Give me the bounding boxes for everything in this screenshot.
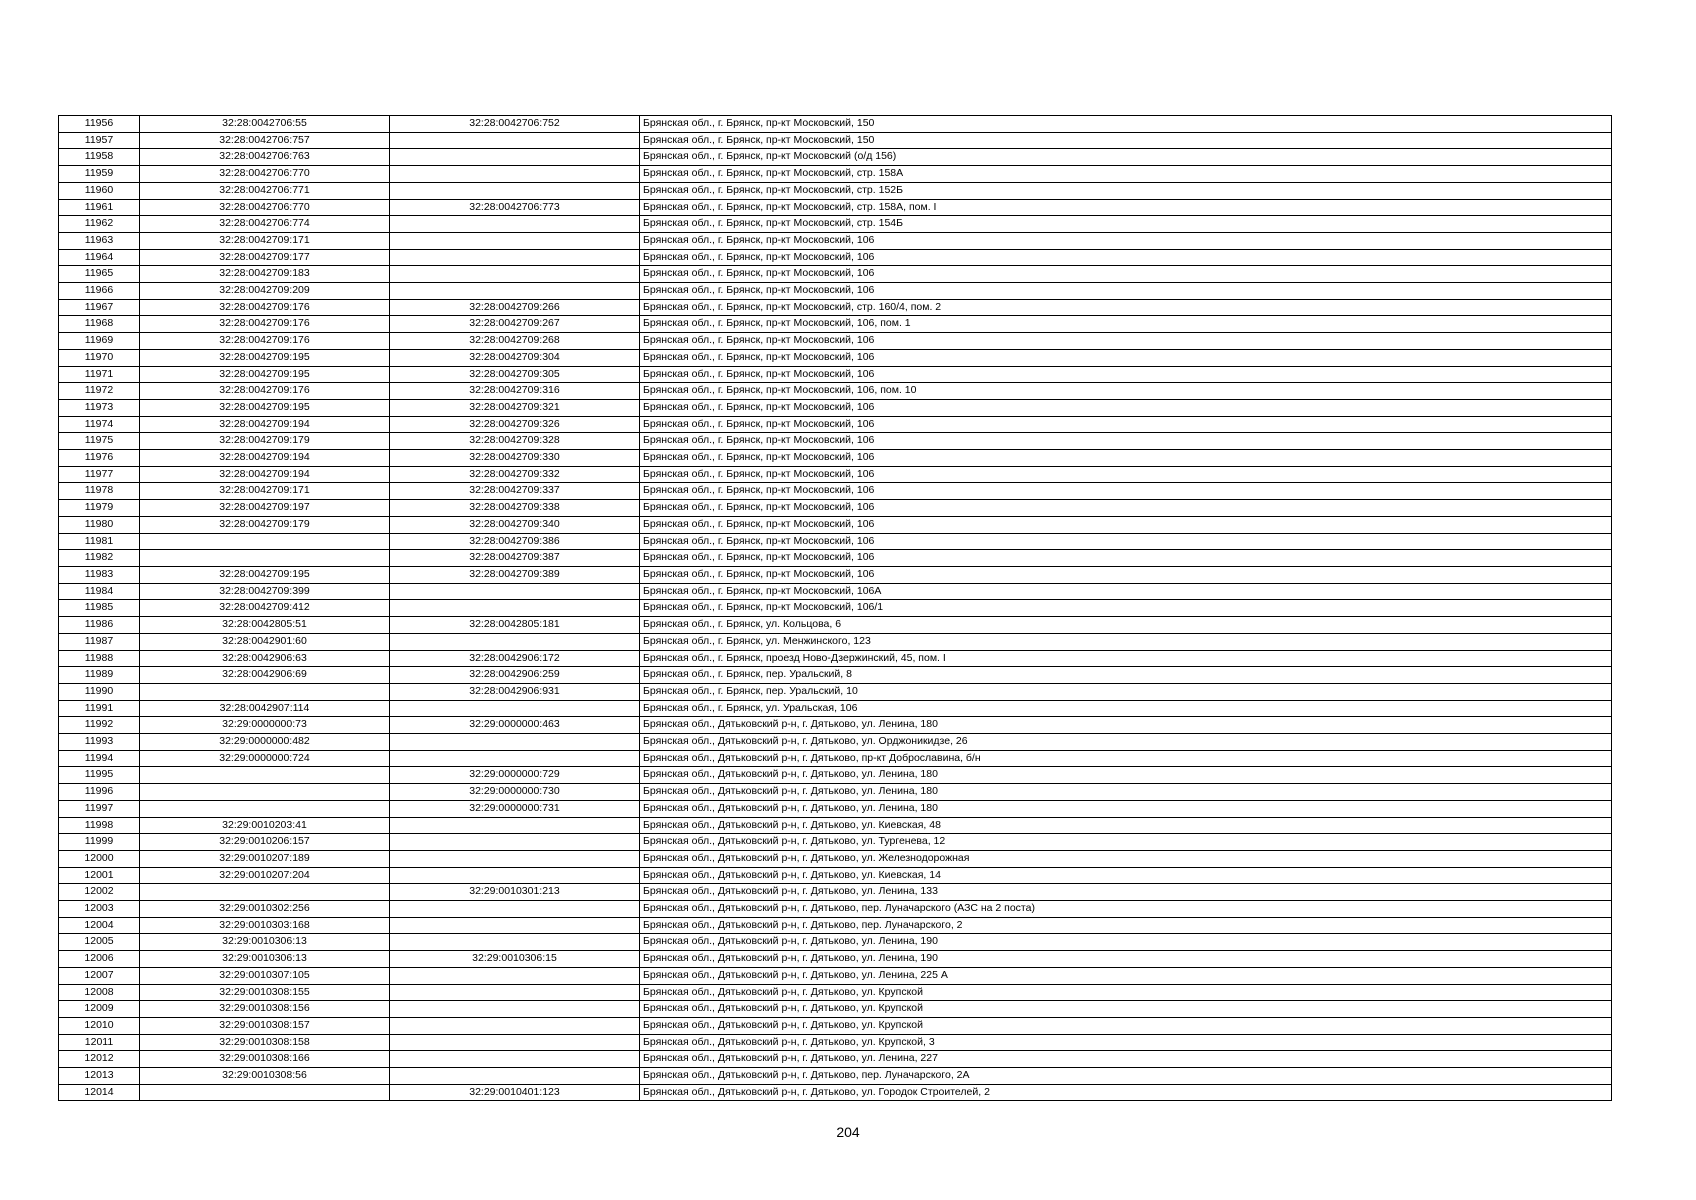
address-cell: Брянская обл., Дятьковский р-н, г. Дятьково, ул. Городок Строителей, 2 xyxy=(640,1084,1612,1101)
address-cell: Брянская обл., Дятьковский р-н, г. Дятьково, ул. Ленина, 227 xyxy=(640,1051,1612,1068)
cadastral-number-cell xyxy=(140,800,390,817)
row-number-cell: 11993 xyxy=(59,734,140,751)
address-cell: Брянская обл., Дятьковский р-н, г. Дятьково, ул. Ленина, 180 xyxy=(640,717,1612,734)
row-number-cell: 11961 xyxy=(59,199,140,216)
cadastral-number-cell: 32:28:0042709:179 xyxy=(140,433,390,450)
row-number-cell: 11973 xyxy=(59,399,140,416)
sub-cadastral-number-cell xyxy=(390,266,640,283)
registry-table xyxy=(58,115,1612,1101)
row-number-cell: 11983 xyxy=(59,566,140,583)
cadastral-number-cell: 32:29:0010306:13 xyxy=(140,951,390,968)
row-number-cell: 11965 xyxy=(59,266,140,283)
table-row xyxy=(59,934,1612,951)
sub-cadastral-number-cell: 32:28:0042706:752 xyxy=(390,116,640,133)
address-cell: Брянская обл., г. Брянск, пр-кт Московский, 106 xyxy=(640,283,1612,300)
sub-cadastral-number-cell: 32:28:0042805:181 xyxy=(390,617,640,634)
cadastral-number-cell: 32:28:0042906:69 xyxy=(140,667,390,684)
row-number-cell: 11995 xyxy=(59,767,140,784)
row-number-cell: 12000 xyxy=(59,850,140,867)
cadastral-number-cell: 32:28:0042709:197 xyxy=(140,500,390,517)
cadastral-number-cell: 32:28:0042709:194 xyxy=(140,466,390,483)
address-cell: Брянская обл., Дятьковский р-н, г. Дятьково, ул. Крупской xyxy=(640,1001,1612,1018)
sub-cadastral-number-cell: 32:28:0042709:330 xyxy=(390,450,640,467)
table-row xyxy=(59,967,1612,984)
address-cell: Брянская обл., г. Брянск, ул. Менжинского, 123 xyxy=(640,633,1612,650)
sub-cadastral-number-cell: 32:29:0000000:463 xyxy=(390,717,640,734)
address-cell: Брянская обл., г. Брянск, пр-кт Московский, стр. 154Б xyxy=(640,216,1612,233)
table-row xyxy=(59,683,1612,700)
sub-cadastral-number-cell: 32:28:0042709:321 xyxy=(390,399,640,416)
sub-cadastral-number-cell: 32:29:0000000:730 xyxy=(390,784,640,801)
row-number-cell: 12005 xyxy=(59,934,140,951)
cadastral-number-cell: 32:29:0010302:256 xyxy=(140,901,390,918)
sub-cadastral-number-cell: 32:28:0042906:259 xyxy=(390,667,640,684)
row-number-cell: 11987 xyxy=(59,633,140,650)
address-cell: Брянская обл., г. Брянск, проезд Ново-Дзержинский, 45, пом. I xyxy=(640,650,1612,667)
table-row xyxy=(59,483,1612,500)
cadastral-number-cell: 32:28:0042706:770 xyxy=(140,199,390,216)
address-cell: Брянская обл., Дятьковский р-н, г. Дятьково, ул. Ленина, 190 xyxy=(640,934,1612,951)
sub-cadastral-number-cell xyxy=(390,283,640,300)
sub-cadastral-number-cell: 32:28:0042709:387 xyxy=(390,550,640,567)
row-number-cell: 11981 xyxy=(59,533,140,550)
table-row xyxy=(59,1001,1612,1018)
sub-cadastral-number-cell xyxy=(390,1017,640,1034)
sub-cadastral-number-cell: 32:29:0010306:15 xyxy=(390,951,640,968)
sub-cadastral-number-cell: 32:28:0042709:328 xyxy=(390,433,640,450)
cadastral-number-cell: 32:28:0042709:171 xyxy=(140,232,390,249)
sub-cadastral-number-cell: 32:28:0042709:268 xyxy=(390,333,640,350)
row-number-cell: 11989 xyxy=(59,667,140,684)
row-number-cell: 12012 xyxy=(59,1051,140,1068)
address-cell: Брянская обл., г. Брянск, пр-кт Московский, 106 xyxy=(640,566,1612,583)
address-cell: Брянская обл., г. Брянск, пр-кт Московский, 150 xyxy=(640,116,1612,133)
address-cell: Брянская обл., г. Брянск, пр-кт Московский, 106 xyxy=(640,349,1612,366)
sub-cadastral-number-cell xyxy=(390,249,640,266)
table-row xyxy=(59,800,1612,817)
cadastral-number-cell: 32:29:0010308:166 xyxy=(140,1051,390,1068)
row-number-cell: 12003 xyxy=(59,901,140,918)
cadastral-number-cell: 32:28:0042709:176 xyxy=(140,383,390,400)
cadastral-number-cell: 32:29:0010203:41 xyxy=(140,817,390,834)
address-cell: Брянская обл., г. Брянск, пер. Уральский, 8 xyxy=(640,667,1612,684)
sub-cadastral-number-cell xyxy=(390,182,640,199)
address-cell: Брянская обл., Дятьковский р-н, г. Дятьково, ул. Железнодорожная xyxy=(640,850,1612,867)
table-row xyxy=(59,433,1612,450)
sub-cadastral-number-cell: 32:29:0010301:213 xyxy=(390,884,640,901)
address-cell: Брянская обл., Дятьковский р-н, г. Дятьково, ул. Крупской xyxy=(640,984,1612,1001)
table-row xyxy=(59,399,1612,416)
cadastral-number-cell: 32:28:0042709:176 xyxy=(140,316,390,333)
sub-cadastral-number-cell: 32:28:0042709:304 xyxy=(390,349,640,366)
table-row xyxy=(59,566,1612,583)
address-cell: Брянская обл., Дятьковский р-н, г. Дятьково, ул. Крупской, 3 xyxy=(640,1034,1612,1051)
address-cell: Брянская обл., г. Брянск, пр-кт Московский, 106 xyxy=(640,232,1612,249)
cadastral-number-cell: 32:29:0010307:105 xyxy=(140,967,390,984)
address-cell: Брянская обл., г. Брянск, пр-кт Московский, 106 xyxy=(640,416,1612,433)
cadastral-number-cell: 32:28:0042706:770 xyxy=(140,166,390,183)
row-number-cell: 12006 xyxy=(59,951,140,968)
row-number-cell: 11979 xyxy=(59,500,140,517)
row-number-cell: 11972 xyxy=(59,383,140,400)
table-row xyxy=(59,617,1612,634)
address-cell: Брянская обл., Дятьковский р-н, г. Дятьково, ул. Киевская, 48 xyxy=(640,817,1612,834)
sub-cadastral-number-cell: 32:28:0042906:172 xyxy=(390,650,640,667)
cadastral-number-cell: 32:28:0042706:763 xyxy=(140,149,390,166)
address-cell: Брянская обл., г. Брянск, ул. Уральская, 106 xyxy=(640,700,1612,717)
cadastral-number-cell: 32:28:0042906:63 xyxy=(140,650,390,667)
row-number-cell: 11991 xyxy=(59,700,140,717)
table-row xyxy=(59,583,1612,600)
address-cell: Брянская обл., г. Брянск, пр-кт Московский, стр. 152Б xyxy=(640,182,1612,199)
address-cell: Брянская обл., Дятьковский р-н, г. Дятьково, ул. Ленина, 180 xyxy=(640,767,1612,784)
address-cell: Брянская обл., г. Брянск, пр-кт Московский, 106 xyxy=(640,266,1612,283)
row-number-cell: 11978 xyxy=(59,483,140,500)
sub-cadastral-number-cell xyxy=(390,1051,640,1068)
table-row xyxy=(59,366,1612,383)
row-number-cell: 12001 xyxy=(59,867,140,884)
address-cell: Брянская обл., г. Брянск, пр-кт Московский, 106 xyxy=(640,249,1612,266)
table-row xyxy=(59,734,1612,751)
address-cell: Брянская обл., Дятьковский р-н, г. Дятьково, ул. Орджоникидзе, 26 xyxy=(640,734,1612,751)
table-row xyxy=(59,767,1612,784)
sub-cadastral-number-cell: 32:28:0042709:337 xyxy=(390,483,640,500)
row-number-cell: 11975 xyxy=(59,433,140,450)
address-cell: Брянская обл., Дятьковский р-н, г. Дятьково, ул. Крупской xyxy=(640,1017,1612,1034)
address-cell: Брянская обл., г. Брянск, пр-кт Московский, 106 xyxy=(640,366,1612,383)
row-number-cell: 12011 xyxy=(59,1034,140,1051)
address-cell: Брянская обл., г. Брянск, пр-кт Московский, 106 xyxy=(640,483,1612,500)
row-number-cell: 11960 xyxy=(59,182,140,199)
cadastral-number-cell: 32:28:0042709:179 xyxy=(140,516,390,533)
cadastral-number-cell: 32:28:0042709:195 xyxy=(140,566,390,583)
row-number-cell: 11990 xyxy=(59,683,140,700)
table-row xyxy=(59,667,1612,684)
table-row xyxy=(59,349,1612,366)
address-cell: Брянская обл., г. Брянск, пр-кт Московский, 106, пом. 10 xyxy=(640,383,1612,400)
table-row xyxy=(59,1084,1612,1101)
cadastral-number-cell: 32:28:0042709:399 xyxy=(140,583,390,600)
address-cell: Брянская обл., г. Брянск, пр-кт Московский, 106 xyxy=(640,399,1612,416)
sub-cadastral-number-cell xyxy=(390,917,640,934)
cadastral-number-cell: 32:28:0042709:412 xyxy=(140,600,390,617)
table-row xyxy=(59,500,1612,517)
cadastral-number-cell: 32:28:0042709:194 xyxy=(140,450,390,467)
cadastral-number-cell: 32:29:0000000:73 xyxy=(140,717,390,734)
sub-cadastral-number-cell xyxy=(390,633,640,650)
sub-cadastral-number-cell xyxy=(390,600,640,617)
table-row xyxy=(59,533,1612,550)
registry-table-body xyxy=(59,116,1612,1101)
cadastral-number-cell: 32:28:0042706:55 xyxy=(140,116,390,133)
sub-cadastral-number-cell xyxy=(390,967,640,984)
cadastral-number-cell: 32:28:0042709:209 xyxy=(140,283,390,300)
row-number-cell: 11994 xyxy=(59,750,140,767)
address-cell: Брянская обл., г. Брянск, пр-кт Московский, 106 xyxy=(640,533,1612,550)
cadastral-number-cell: 32:29:0010308:155 xyxy=(140,984,390,1001)
sub-cadastral-number-cell: 32:29:0000000:729 xyxy=(390,767,640,784)
cadastral-number-cell xyxy=(140,550,390,567)
table-row xyxy=(59,333,1612,350)
cadastral-number-cell: 32:28:0042706:774 xyxy=(140,216,390,233)
sub-cadastral-number-cell xyxy=(390,583,640,600)
sub-cadastral-number-cell xyxy=(390,834,640,851)
sub-cadastral-number-cell xyxy=(390,149,640,166)
row-number-cell: 11984 xyxy=(59,583,140,600)
row-number-cell: 11976 xyxy=(59,450,140,467)
sub-cadastral-number-cell xyxy=(390,1068,640,1085)
sub-cadastral-number-cell xyxy=(390,700,640,717)
row-number-cell: 11959 xyxy=(59,166,140,183)
table-row xyxy=(59,383,1612,400)
row-number-cell: 11992 xyxy=(59,717,140,734)
address-cell: Брянская обл., Дятьковский р-н, г. Дятьково, пер. Луначарского, 2 xyxy=(640,917,1612,934)
cadastral-number-cell xyxy=(140,784,390,801)
row-number-cell: 11980 xyxy=(59,516,140,533)
table-row xyxy=(59,450,1612,467)
address-cell: Брянская обл., г. Брянск, пр-кт Московский, 106 xyxy=(640,466,1612,483)
address-cell: Брянская обл., г. Брянск, пр-кт Московский, 106 xyxy=(640,333,1612,350)
cadastral-number-cell: 32:29:0010308:156 xyxy=(140,1001,390,1018)
table-row xyxy=(59,884,1612,901)
table-row xyxy=(59,116,1612,133)
sub-cadastral-number-cell xyxy=(390,216,640,233)
sub-cadastral-number-cell xyxy=(390,232,640,249)
address-cell: Брянская обл., г. Брянск, пр-кт Московский (о/д 156) xyxy=(640,149,1612,166)
sub-cadastral-number-cell: 32:28:0042709:267 xyxy=(390,316,640,333)
row-number-cell: 11971 xyxy=(59,366,140,383)
cadastral-number-cell: 32:29:0010306:13 xyxy=(140,934,390,951)
table-row xyxy=(59,516,1612,533)
table-row xyxy=(59,817,1612,834)
row-number-cell: 12013 xyxy=(59,1068,140,1085)
address-cell: Брянская обл., г. Брянск, пр-кт Московский, стр. 160/4, пом. 2 xyxy=(640,299,1612,316)
cadastral-number-cell: 32:28:0042709:176 xyxy=(140,333,390,350)
address-cell: Брянская обл., Дятьковский р-н, г. Дятьково, пер. Луначарского, 2А xyxy=(640,1068,1612,1085)
table-row xyxy=(59,633,1612,650)
cadastral-number-cell: 32:29:0000000:724 xyxy=(140,750,390,767)
table-row xyxy=(59,650,1612,667)
sub-cadastral-number-cell: 32:28:0042709:326 xyxy=(390,416,640,433)
address-cell: Брянская обл., Дятьковский р-н, г. Дятьково, ул. Ленина, 190 xyxy=(640,951,1612,968)
row-number-cell: 11957 xyxy=(59,132,140,149)
table-row xyxy=(59,299,1612,316)
sub-cadastral-number-cell: 32:29:0000000:731 xyxy=(390,800,640,817)
address-cell: Брянская обл., г. Брянск, пр-кт Московский, 150 xyxy=(640,132,1612,149)
table-row xyxy=(59,182,1612,199)
row-number-cell: 11982 xyxy=(59,550,140,567)
sub-cadastral-number-cell: 32:28:0042709:305 xyxy=(390,366,640,383)
sub-cadastral-number-cell xyxy=(390,750,640,767)
cadastral-number-cell: 32:28:0042709:176 xyxy=(140,299,390,316)
cadastral-number-cell: 32:29:0010207:189 xyxy=(140,850,390,867)
address-cell: Брянская обл., Дятьковский р-н, г. Дятьково, ул. Ленина, 180 xyxy=(640,800,1612,817)
row-number-cell: 11997 xyxy=(59,800,140,817)
table-row xyxy=(59,901,1612,918)
cadastral-number-cell: 32:29:0010303:168 xyxy=(140,917,390,934)
table-row xyxy=(59,750,1612,767)
row-number-cell: 12007 xyxy=(59,967,140,984)
row-number-cell: 11964 xyxy=(59,249,140,266)
address-cell: Брянская обл., г. Брянск, пр-кт Московский, 106А xyxy=(640,583,1612,600)
cadastral-number-cell: 32:29:0010308:158 xyxy=(140,1034,390,1051)
address-cell: Брянская обл., г. Брянск, пр-кт Московский, 106 xyxy=(640,500,1612,517)
cadastral-number-cell xyxy=(140,1084,390,1101)
row-number-cell: 11966 xyxy=(59,283,140,300)
sub-cadastral-number-cell xyxy=(390,934,640,951)
address-cell: Брянская обл., Дятьковский р-н, г. Дятьково, ул. Ленина, 133 xyxy=(640,884,1612,901)
table-row xyxy=(59,984,1612,1001)
address-cell: Брянская обл., г. Брянск, пр-кт Московский, 106 xyxy=(640,516,1612,533)
address-cell: Брянская обл., г. Брянск, пр-кт Московский, стр. 158А xyxy=(640,166,1612,183)
cadastral-number-cell: 32:28:0042709:195 xyxy=(140,399,390,416)
table-row xyxy=(59,1034,1612,1051)
cadastral-number-cell: 32:28:0042709:171 xyxy=(140,483,390,500)
address-cell: Брянская обл., г. Брянск, ул. Кольцова, 6 xyxy=(640,617,1612,634)
row-number-cell: 12002 xyxy=(59,884,140,901)
row-number-cell: 11985 xyxy=(59,600,140,617)
table-row xyxy=(59,266,1612,283)
table-row xyxy=(59,466,1612,483)
address-cell: Брянская обл., г. Брянск, пр-кт Московский, 106, пом. 1 xyxy=(640,316,1612,333)
address-cell: Брянская обл., Дятьковский р-н, г. Дятьково, ул. Ленина, 180 xyxy=(640,784,1612,801)
row-number-cell: 11958 xyxy=(59,149,140,166)
address-cell: Брянская обл., Дятьковский р-н, г. Дятьково, ул. Киевская, 14 xyxy=(640,867,1612,884)
cadastral-number-cell: 32:28:0042907:114 xyxy=(140,700,390,717)
table-row xyxy=(59,283,1612,300)
address-cell: Брянская обл., г. Брянск, пр-кт Московский, стр. 158А, пом. I xyxy=(640,199,1612,216)
sub-cadastral-number-cell: 32:28:0042709:266 xyxy=(390,299,640,316)
sub-cadastral-number-cell: 32:28:0042709:332 xyxy=(390,466,640,483)
sub-cadastral-number-cell xyxy=(390,734,640,751)
cadastral-number-cell: 32:28:0042709:195 xyxy=(140,349,390,366)
table-row xyxy=(59,249,1612,266)
table-row xyxy=(59,416,1612,433)
row-number-cell: 11998 xyxy=(59,817,140,834)
cadastral-number-cell: 32:29:0010206:157 xyxy=(140,834,390,851)
row-number-cell: 11956 xyxy=(59,116,140,133)
sub-cadastral-number-cell xyxy=(390,1001,640,1018)
address-cell: Брянская обл., Дятьковский р-н, г. Дятьково, ул. Тургенева, 12 xyxy=(640,834,1612,851)
cadastral-number-cell: 32:28:0042709:194 xyxy=(140,416,390,433)
row-number-cell: 11967 xyxy=(59,299,140,316)
address-cell: Брянская обл., г. Брянск, пр-кт Московский, 106 xyxy=(640,450,1612,467)
table-row xyxy=(59,149,1612,166)
row-number-cell: 12004 xyxy=(59,917,140,934)
table-row xyxy=(59,316,1612,333)
row-number-cell: 11996 xyxy=(59,784,140,801)
cadastral-number-cell: 32:28:0042805:51 xyxy=(140,617,390,634)
sub-cadastral-number-cell: 32:28:0042709:316 xyxy=(390,383,640,400)
address-cell: Брянская обл., Дятьковский р-н, г. Дятьково, ул. Ленина, 225 А xyxy=(640,967,1612,984)
row-number-cell: 11962 xyxy=(59,216,140,233)
table-row xyxy=(59,1068,1612,1085)
table-row xyxy=(59,1017,1612,1034)
table-row xyxy=(59,951,1612,968)
row-number-cell: 11970 xyxy=(59,349,140,366)
row-number-cell: 12010 xyxy=(59,1017,140,1034)
address-cell: Брянская обл., Дятьковский р-н, г. Дятьково, пр-кт Доброславина, б/н xyxy=(640,750,1612,767)
row-number-cell: 11974 xyxy=(59,416,140,433)
cadastral-number-cell xyxy=(140,683,390,700)
table-row xyxy=(59,850,1612,867)
row-number-cell: 11963 xyxy=(59,232,140,249)
row-number-cell: 11968 xyxy=(59,316,140,333)
table-row xyxy=(59,550,1612,567)
sub-cadastral-number-cell xyxy=(390,984,640,1001)
sub-cadastral-number-cell xyxy=(390,901,640,918)
row-number-cell: 11999 xyxy=(59,834,140,851)
table-row xyxy=(59,717,1612,734)
cadastral-number-cell xyxy=(140,533,390,550)
address-cell: Брянская обл., г. Брянск, пр-кт Московский, 106 xyxy=(640,433,1612,450)
sub-cadastral-number-cell: 32:28:0042906:931 xyxy=(390,683,640,700)
table-row xyxy=(59,1051,1612,1068)
table-row xyxy=(59,216,1612,233)
row-number-cell: 11988 xyxy=(59,650,140,667)
cadastral-number-cell: 32:29:0010308:56 xyxy=(140,1068,390,1085)
table-row xyxy=(59,784,1612,801)
table-row xyxy=(59,199,1612,216)
cadastral-number-cell xyxy=(140,767,390,784)
row-number-cell: 11986 xyxy=(59,617,140,634)
row-number-cell: 12014 xyxy=(59,1084,140,1101)
cadastral-number-cell: 32:28:0042706:771 xyxy=(140,182,390,199)
table-row xyxy=(59,867,1612,884)
sub-cadastral-number-cell xyxy=(390,850,640,867)
address-cell: Брянская обл., г. Брянск, пр-кт Московский, 106/1 xyxy=(640,600,1612,617)
row-number-cell: 11977 xyxy=(59,466,140,483)
table-row xyxy=(59,917,1612,934)
sub-cadastral-number-cell: 32:28:0042706:773 xyxy=(390,199,640,216)
table-row xyxy=(59,132,1612,149)
cadastral-number-cell: 32:29:0010308:157 xyxy=(140,1017,390,1034)
table-row xyxy=(59,166,1612,183)
address-cell: Брянская обл., г. Брянск, пер. Уральский, 10 xyxy=(640,683,1612,700)
sub-cadastral-number-cell xyxy=(390,867,640,884)
row-number-cell: 12009 xyxy=(59,1001,140,1018)
cadastral-number-cell: 32:28:0042709:177 xyxy=(140,249,390,266)
sub-cadastral-number-cell: 32:29:0010401:123 xyxy=(390,1084,640,1101)
table-row xyxy=(59,834,1612,851)
sub-cadastral-number-cell: 32:28:0042709:386 xyxy=(390,533,640,550)
sub-cadastral-number-cell xyxy=(390,817,640,834)
sub-cadastral-number-cell xyxy=(390,166,640,183)
sub-cadastral-number-cell xyxy=(390,132,640,149)
row-number-cell: 11969 xyxy=(59,333,140,350)
sub-cadastral-number-cell: 32:28:0042709:338 xyxy=(390,500,640,517)
sub-cadastral-number-cell: 32:28:0042709:389 xyxy=(390,566,640,583)
cadastral-number-cell: 32:28:0042709:195 xyxy=(140,366,390,383)
address-cell: Брянская обл., г. Брянск, пр-кт Московский, 106 xyxy=(640,550,1612,567)
page-number: 204 xyxy=(836,1124,860,1140)
address-cell: Брянская обл., Дятьковский р-н, г. Дятьково, пер. Луначарского (АЗС на 2 поста) xyxy=(640,901,1612,918)
cadastral-number-cell xyxy=(140,884,390,901)
cadastral-number-cell: 32:28:0042706:757 xyxy=(140,132,390,149)
cadastral-number-cell: 32:28:0042901:60 xyxy=(140,633,390,650)
cadastral-number-cell: 32:29:0010207:204 xyxy=(140,867,390,884)
table-row xyxy=(59,232,1612,249)
row-number-cell: 12008 xyxy=(59,984,140,1001)
cadastral-number-cell: 32:28:0042709:183 xyxy=(140,266,390,283)
table-row xyxy=(59,700,1612,717)
cadastral-number-cell: 32:29:0000000:482 xyxy=(140,734,390,751)
sub-cadastral-number-cell xyxy=(390,1034,640,1051)
sub-cadastral-number-cell: 32:28:0042709:340 xyxy=(390,516,640,533)
table-row xyxy=(59,600,1612,617)
